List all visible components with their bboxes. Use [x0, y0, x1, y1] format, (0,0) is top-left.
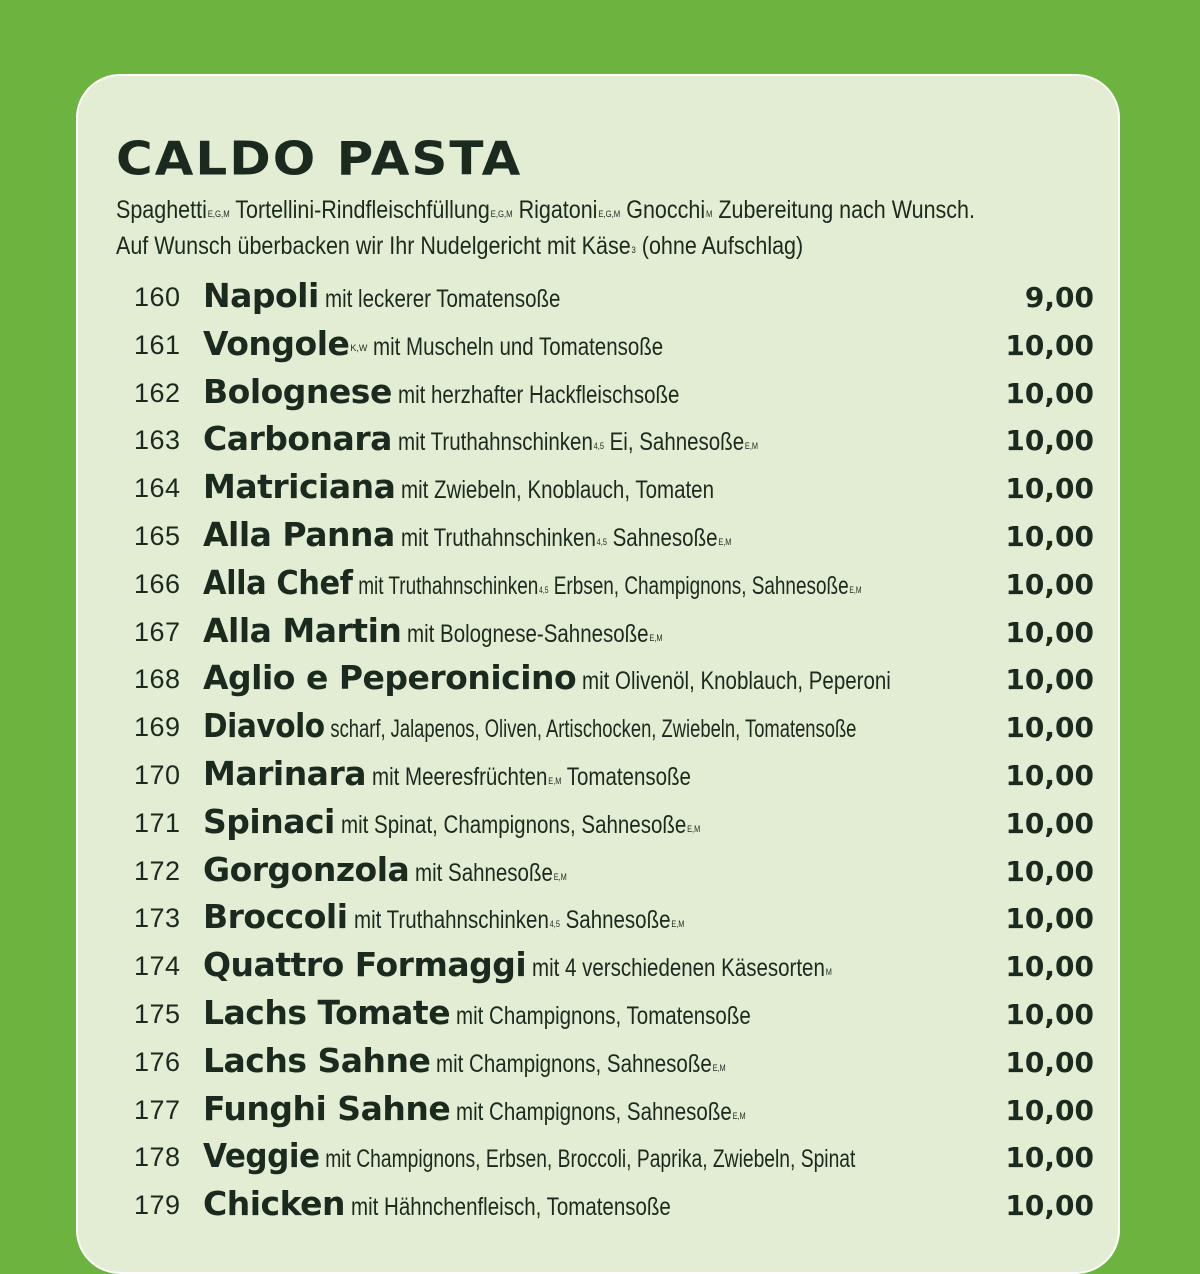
item-line	[203, 1039, 790, 1090]
menu-title: CALDO PASTA	[116, 132, 523, 186]
item-description-text: mit Champignons, Erbsen, Broccoli, Paprika, Zwiebeln, Spinat	[325, 1145, 856, 1174]
intro-pasta-type: Rigatoni	[518, 196, 598, 224]
item-number: 167	[134, 616, 181, 647]
menu-item	[78, 322, 1122, 370]
item-name: Marinara	[203, 753, 366, 793]
item-line	[203, 848, 600, 899]
menu-item	[78, 895, 1122, 943]
intro-no-surcharge: (ohne Aufschlag)	[641, 232, 804, 260]
item-description-text: mit Muscheln und Tomatensoße	[373, 332, 664, 361]
item-description-text: mit Zwiebeln, Knoblauch, Tomaten	[401, 476, 715, 505]
item-price: 10,00	[1005, 1189, 1094, 1223]
item-line	[203, 417, 837, 468]
item-description	[351, 1185, 671, 1229]
item-number: 161	[134, 329, 181, 360]
menu-item	[78, 752, 1122, 800]
menu-item	[78, 609, 1122, 657]
menu-item	[78, 1039, 1122, 1087]
item-line	[203, 656, 959, 707]
item-description	[341, 803, 700, 847]
item-price: 10,00	[1005, 1045, 1094, 1079]
item-name: Spinaci	[203, 801, 335, 841]
item-description	[398, 373, 679, 417]
item-name: Lachs Tomate	[203, 992, 451, 1032]
intro-allergen-code: E,G,M	[490, 209, 513, 219]
item-description-text: mit leckerer Tomatensoße	[324, 285, 561, 313]
menu-card	[76, 74, 1120, 1274]
item-line	[203, 513, 804, 564]
item-description-text: mit Sahnesoße	[415, 858, 554, 887]
item-description-text: mit Meeresfrüchten	[372, 762, 548, 791]
item-name: Alla Martin	[203, 610, 402, 650]
item-name: Alla Panna	[203, 514, 395, 554]
menu-item	[78, 704, 1122, 752]
item-description	[354, 898, 684, 942]
item-price: 10,00	[1005, 376, 1094, 410]
item-allergen-code: 4,5	[538, 584, 549, 595]
item-allergen-code: 4,5	[549, 919, 560, 930]
item-description	[398, 420, 758, 464]
item-allergen-code: E,M	[718, 536, 732, 547]
intro-pasta-type: Spaghetti	[116, 196, 207, 224]
item-price: 10,00	[1005, 519, 1094, 553]
item-line	[203, 609, 719, 660]
intro-line-1-text	[116, 192, 975, 228]
item-allergen-code: E,M	[553, 871, 568, 882]
item-description	[407, 612, 663, 656]
menu-item	[78, 991, 1122, 1039]
menu-item	[78, 848, 1122, 896]
item-price: 10,00	[1005, 567, 1094, 601]
item-allergen-code: E,M	[712, 1062, 727, 1073]
intro-line-2-text	[116, 228, 803, 264]
intro-allergen-code: M	[705, 209, 713, 219]
item-name: Veggie	[203, 1136, 320, 1176]
item-line	[203, 322, 727, 373]
intro-allergen-code: E,G,M	[598, 209, 621, 219]
item-number: 168	[134, 664, 181, 695]
menu-item	[78, 417, 1122, 465]
menu-intro	[116, 192, 1106, 264]
item-price: 10,00	[1005, 758, 1094, 792]
item-number: 177	[134, 1094, 181, 1125]
item-description	[401, 468, 714, 512]
item-allergen-code: E,M	[732, 1110, 746, 1121]
intro-line-2	[116, 228, 1106, 264]
item-number: 160	[134, 282, 181, 312]
intro-line-1	[116, 192, 1106, 228]
item-number: 171	[134, 807, 181, 838]
item-description-text: Erbsen, Champignons, Sahnesoße	[553, 571, 849, 600]
menu-item	[78, 370, 1122, 418]
menu-item	[78, 1134, 1122, 1182]
item-description-text: Ei, Sahnesoße	[609, 428, 744, 457]
item-name: Matriciana	[203, 467, 396, 507]
item-price: 10,00	[1005, 1093, 1094, 1127]
item-description-text: Tomatensoße	[566, 762, 691, 791]
menu-item	[78, 1087, 1122, 1135]
item-price: 10,00	[1005, 950, 1094, 984]
item-number: 176	[134, 1046, 181, 1077]
item-line	[203, 943, 898, 994]
item-description	[582, 659, 891, 703]
item-line	[203, 800, 779, 851]
item-number: 163	[134, 425, 181, 456]
item-name: Funghi Sahne	[203, 1088, 451, 1128]
item-name: Quattro Formaggi	[203, 945, 527, 985]
item-description	[456, 1090, 746, 1134]
item-price: 10,00	[1005, 997, 1094, 1031]
item-description	[373, 325, 663, 369]
item-description	[401, 516, 731, 560]
item-price: 10,00	[1005, 1141, 1094, 1175]
item-allergen-code: E,M	[670, 919, 684, 930]
item-line	[203, 1134, 972, 1185]
item-name: Carbonara	[203, 419, 392, 459]
item-description-text: Sahnesoße	[612, 523, 718, 552]
item-description-text: mit Olivenöl, Knoblauch, Peperoni	[582, 667, 892, 696]
item-number: 170	[134, 759, 181, 790]
item-description-text: mit Champignons, Sahnesoße	[436, 1049, 713, 1078]
item-number: 179	[134, 1190, 181, 1221]
menu-item	[78, 274, 1122, 322]
item-description	[358, 564, 861, 608]
item-line	[203, 704, 972, 755]
item-allergen-code: E,M	[744, 441, 758, 452]
item-description	[532, 946, 832, 990]
item-allergen-code: 4,5	[596, 536, 607, 547]
item-price: 10,00	[1005, 424, 1094, 458]
item-price: 10,00	[1005, 806, 1094, 840]
item-number: 173	[134, 903, 181, 934]
menu-item	[78, 561, 1122, 609]
item-name: Broccoli	[203, 897, 348, 937]
item-description-text: scharf, Jalapenos, Oliven, Artischocken, Zwiebeln, Tomatensoße	[330, 715, 857, 744]
item-name: Napoli	[203, 276, 319, 315]
item-number: 169	[134, 712, 181, 743]
item-line	[203, 465, 783, 516]
item-name: Vongole	[203, 323, 350, 363]
item-number: 164	[134, 473, 181, 504]
item-description-text: mit Spinat, Champignons, Sahnesoße	[340, 810, 687, 839]
item-description	[456, 994, 751, 1038]
item-description-text: mit 4 verschiedenen Käsesorten	[532, 954, 826, 983]
item-allergen-code: M	[825, 967, 833, 978]
item-name: Lachs Sahne	[203, 1040, 431, 1080]
item-number: 175	[134, 998, 181, 1029]
item-name-allergen: K,W	[350, 342, 368, 353]
item-name: Gorgonzola	[203, 849, 410, 889]
item-description-text: Sahnesoße	[565, 906, 671, 935]
item-description-text: mit Truthahnschinken	[400, 523, 596, 552]
item-line	[203, 1182, 741, 1233]
item-name: Chicken	[203, 1184, 346, 1224]
item-price: 10,00	[1005, 615, 1094, 649]
item-number: 166	[134, 568, 181, 599]
item-line	[203, 1087, 810, 1138]
item-number: 162	[134, 377, 181, 408]
item-description	[325, 1137, 855, 1181]
item-number: 165	[134, 520, 181, 551]
item-line	[203, 895, 757, 946]
item-allergen-code: E,M	[548, 775, 562, 786]
item-description-text: mit herzhafter Hackfleischsoße	[397, 380, 680, 409]
intro-pasta-type: Tortellini-Rindfleischfüllung	[235, 196, 490, 224]
item-description	[330, 707, 856, 751]
item-description-text: mit Champignons, Tomatensoße	[456, 1001, 751, 1030]
item-allergen-code: E,M	[686, 823, 701, 834]
item-price: 10,00	[1005, 711, 1094, 745]
intro-pasta-type: Gnocchi	[626, 196, 706, 224]
item-allergen-code: E,M	[649, 632, 663, 643]
item-price: 9,00	[1024, 281, 1094, 314]
intro-cheese-text: Auf Wunsch überbacken wir Ihr Nudelgericht mit Käse	[116, 232, 631, 260]
item-price: 10,00	[1005, 902, 1094, 936]
menu-item	[78, 465, 1122, 513]
item-line	[203, 991, 816, 1042]
item-price: 10,00	[1005, 328, 1094, 362]
item-number: 174	[134, 951, 181, 982]
item-name: Bolognese	[203, 371, 392, 411]
item-name: Aglio e Peperonicino	[203, 658, 577, 698]
item-line	[203, 274, 612, 325]
item-line	[203, 752, 761, 803]
menu-item	[78, 1182, 1122, 1230]
intro-cheese-allergen: 3	[631, 245, 636, 255]
item-description-text: mit Truthahnschinken	[358, 571, 539, 600]
intro-allergen-code: E,G,M	[207, 209, 230, 219]
item-line	[203, 561, 972, 612]
item-description	[436, 1042, 726, 1086]
item-price: 10,00	[1005, 663, 1094, 697]
item-description-text: mit Hähnchenfleisch, Tomatensoße	[351, 1193, 671, 1222]
item-price: 10,00	[1005, 854, 1094, 888]
item-line	[203, 370, 741, 421]
item-description-text: mit Champignons, Sahnesoße	[456, 1097, 732, 1126]
intro-pasta-type: Zubereitung nach Wunsch.	[718, 196, 975, 224]
item-allergen-code: E,M	[849, 584, 862, 595]
menu-item	[78, 513, 1122, 561]
menu-item	[78, 800, 1122, 848]
menu-item	[78, 943, 1122, 991]
item-description-text: mit Truthahnschinken	[397, 428, 593, 457]
item-name: Diavolo	[203, 706, 325, 746]
item-name: Alla Chef	[203, 562, 353, 602]
item-description-text: mit Bolognese-Sahnesoße	[407, 619, 649, 648]
item-description	[415, 851, 567, 895]
item-number: 172	[134, 855, 181, 886]
item-allergen-code: 4,5	[593, 441, 604, 452]
item-number: 178	[134, 1142, 181, 1173]
item-description	[372, 755, 691, 799]
menu-item	[78, 656, 1122, 704]
item-description	[325, 277, 560, 321]
item-price: 10,00	[1005, 472, 1094, 506]
item-description-text: mit Truthahnschinken	[353, 906, 549, 935]
menu-item-list	[78, 274, 1122, 1230]
